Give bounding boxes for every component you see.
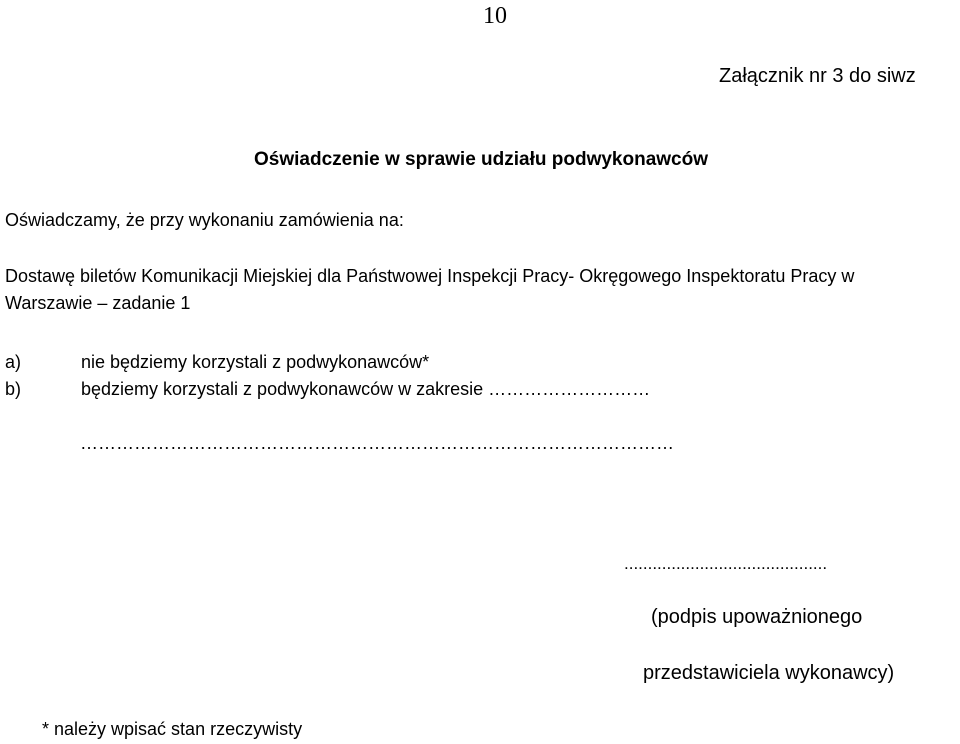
option-a-marker: a)	[5, 352, 22, 372]
signature-dots: ...........................................	[624, 554, 828, 573]
signature-caption-line-2: przedstawiciela wykonawcy)	[643, 662, 895, 684]
attachment-label: Załącznik nr 3 do siwz	[719, 65, 916, 87]
footnote: * należy wpisać stan rzeczywisty	[42, 719, 303, 739]
option-a	[5, 353, 905, 371]
document-title: Oświadczenie w sprawie udziału podwykonawców	[254, 149, 708, 170]
option-a-text: nie będziemy korzystali z podwykonawców*	[81, 352, 430, 372]
option-b-marker: b)	[5, 379, 22, 399]
order-subject-line-1: Dostawę biletów Komunikacji Miejskiej dla Państwowej Inspekcji Pracy- Okręgowego Inspektoratu Pracy w	[5, 266, 855, 286]
order-subject-line-2: Warszawie – zadanie 1	[5, 293, 191, 313]
page-number: 10	[483, 3, 507, 29]
option-b	[5, 380, 905, 398]
option-b-text: będziemy korzystali z podwykonawców w zakresie ………………………	[81, 379, 651, 399]
intro-text: Oświadczamy, że przy wykonaniu zamówienia na:	[5, 210, 404, 230]
signature-caption-line-1: (podpis upoważnionego	[651, 606, 863, 628]
scope-blank-line: ………………………………………………………………………………………	[80, 433, 674, 453]
